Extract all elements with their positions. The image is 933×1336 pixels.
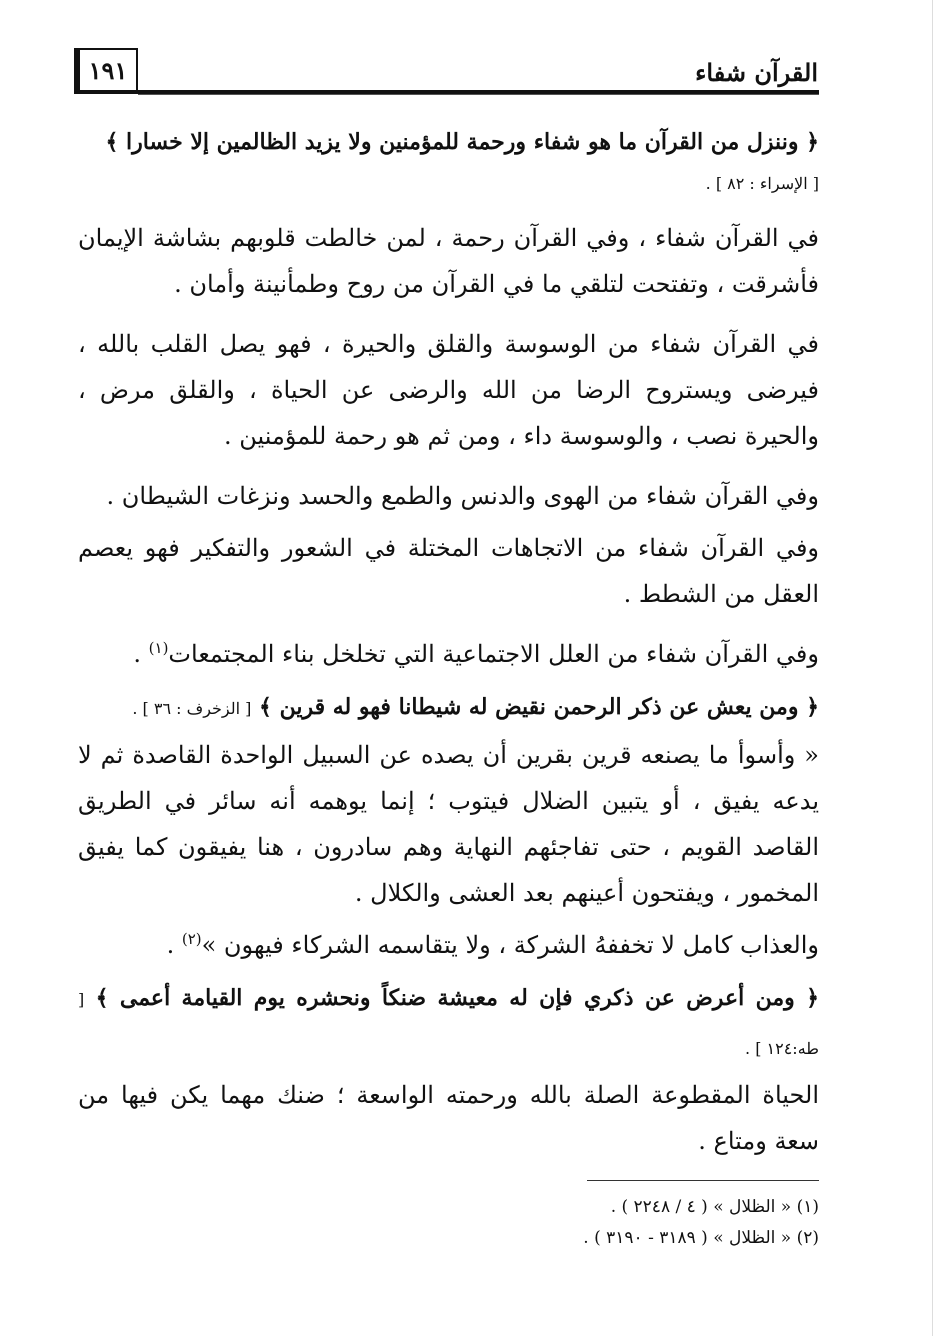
paragraph-5-end: .: [133, 640, 149, 668]
page-body: [78, 118, 819, 1164]
running-header-title: القرآن شفاء: [695, 58, 818, 87]
paragraph-1: في القرآن شفاء ، وفي القرآن رحمة ، لمن خالطت قلوبهم بشاشة الإيمان فأشرقت ، وتفتحت لتلقي ما في القرآن من روح وطمأنينة وأمان .: [78, 224, 819, 298]
verse-2: [78, 683, 819, 732]
footnote-1-text: « الظلال » ( ٤ / ٢٢٤٨ ) .: [610, 1197, 792, 1217]
paragraph-7-end: .: [166, 931, 182, 959]
verse-2-text: ﴿ ومن يعش عن ذكر الرحمن نقيض له شيطانا فهو له قرين ﴾: [259, 694, 819, 720]
verse-1: [78, 118, 819, 164]
paragraph-7-text: والعذاب كامل لا تخففهُ الشركة ، ولا يتقاسمه الشركاء فيهون »: [201, 931, 819, 959]
paragraph-2: في القرآن شفاء من الوسوسة والقلق والحيرة ، فهو يصل القلب بالله ، فيرضى ويستروح الرضا من الله والرضى عن الحياة ، والقلق مرض ، والحيرة نصب ، والوسوسة داء ، ومن ثم هو رحمة للمؤمنين .: [78, 330, 819, 450]
footnote-1-number: (١): [796, 1197, 819, 1217]
paragraph-3: وفي القرآن شفاء من الهوى والدنس والطمع والحسد ونزغات الشيطان .: [106, 482, 819, 510]
footnote-marker-2: (٢): [181, 930, 202, 948]
verse-1-reference-line: [78, 164, 819, 201]
verse-1-ref: [ الإسراء : ٨٢ ] .: [705, 174, 819, 193]
paragraph-6: « وأسوأ ما يصنعه قرين بقرين أن يصده عن السبيل الواحدة القاصدة ثم لا يدعه يفيق ، أو يتبين الضلال فيتوب ؛ إنما يوهمه أنه سائر في الطريق القاصد القويم ، حتى تفاجئهم النهاية وهم سادرون ، هنا يفيقون كما يفيق المخمور ، ويفتحون أعينهم بعد العشى والكلال .: [78, 741, 819, 907]
footnote-1: [319, 1192, 819, 1223]
page-number: ١٩١: [74, 48, 138, 94]
verse-3-text: ﴿ ومن أعرض عن ذكري فإن له معيشة ضنكاً ونحشره يوم القيامة أعمى ﴾: [95, 985, 819, 1011]
footnote-2-number: (٢): [796, 1228, 819, 1248]
verse-3-ref: [ طه:١٢٤ ] .: [78, 990, 819, 1058]
paragraph-7: [78, 922, 819, 968]
footnote-separator: [587, 1180, 819, 1181]
footnote-marker-1: (١): [148, 639, 169, 657]
paragraph-4: وفي القرآن شفاء من الاتجاهات المختلة في الشعور والتفكير فهو يعصم العقل من الشطط .: [78, 534, 819, 608]
footnotes: [319, 1192, 819, 1254]
verse-1-text: ﴿ وننزل من القرآن ما هو شفاء ورحمة للمؤمنين ولا يزيد الظالمين إلا خسارا ﴾: [105, 129, 819, 155]
verse-3: [78, 974, 819, 1072]
paragraph-5-text: وفي القرآن شفاء من العلل الاجتماعية التي تخلخل بناء المجتمعات: [168, 640, 819, 668]
paragraph-5: [78, 631, 819, 677]
verse-2-ref: [ الزخرف : ٣٦ ] .: [132, 699, 252, 718]
footnote-2: [319, 1223, 819, 1254]
paragraph-8: الحياة المقطوعة الصلة بالله ورحمته الواسعة ؛ ضنك مهما يكن فيها من سعة ومتاع .: [78, 1081, 819, 1155]
footnote-2-text: « الظلال » ( ٣١٨٩ - ٣١٩٠ ) .: [583, 1228, 792, 1248]
header-rule: [138, 90, 819, 95]
